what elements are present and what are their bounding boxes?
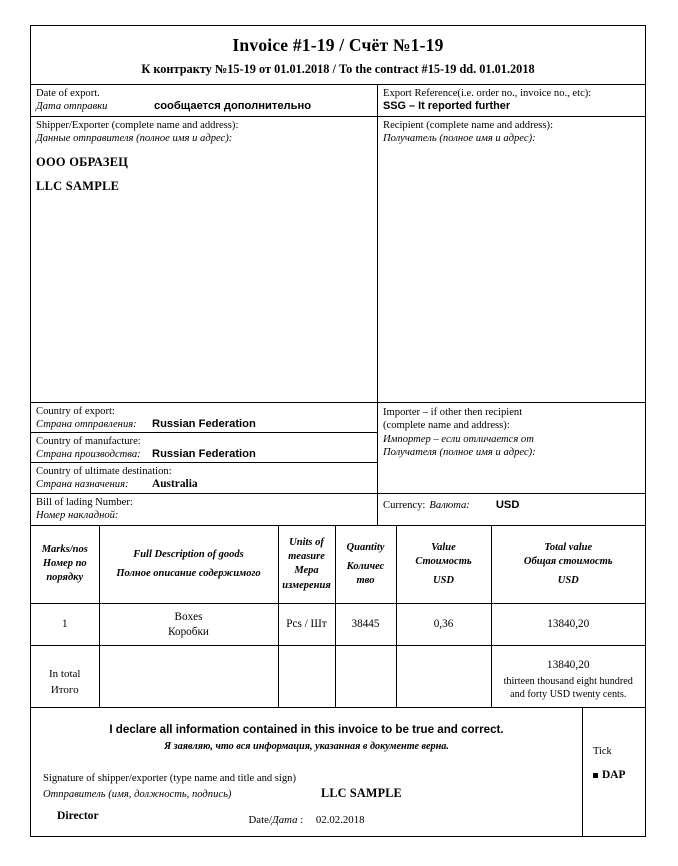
country-of-export-value: Russian Federation (152, 418, 256, 431)
invoice-title: Invoice #1-19 / Счёт №1-19 (232, 35, 444, 55)
signature-title: Director (57, 808, 99, 822)
header-value-unit: USD (432, 574, 454, 586)
importer-label-en-2: (complete name and address): (383, 420, 510, 432)
country-of-manufacture-label-en: Country of manufacture: (36, 435, 141, 447)
cell-quantity: 38445 (335, 604, 396, 646)
header-quantity-en: Quantity (346, 541, 385, 553)
header-units-en-1: Units of (289, 537, 324, 549)
signature-label-en: Signature of shipper/exporter (type name and title and sign) (43, 773, 296, 785)
header-marks-en: Marks/nos (41, 544, 88, 556)
header-description-ru: Полное описание содержимого (116, 567, 261, 579)
tick-option-dap[interactable] (593, 769, 645, 781)
declaration-text-ru: Я заявляю, что вся информация, указанная в документе верна. (164, 741, 449, 753)
bill-of-lading-label-ru: Номер накладной: (36, 510, 119, 522)
total-amount-words-1: thirteen thousand eight hundred (503, 676, 633, 688)
goods-table (31, 526, 645, 709)
date-footer-separator: : (300, 814, 304, 826)
shipper-name-ru: ООО ОБРАЗЕЦ (36, 154, 129, 169)
table-total-row (31, 646, 645, 708)
header-description-en: Full Description of goods (133, 548, 244, 560)
total-amount-words-2: and forty USD twenty cents. (510, 689, 627, 701)
cell-marks: 1 (31, 604, 99, 646)
cell-units: Pcs / Шт (278, 604, 335, 646)
header-units (278, 526, 335, 604)
title-block (31, 26, 645, 85)
date-of-export-label-en: Date of export. (36, 87, 100, 99)
export-reference-cell (378, 85, 645, 117)
total-description-cell (99, 646, 278, 708)
cell-description-en: Boxes (174, 610, 203, 623)
shipper-label-ru: Данные отправителя (полное имя и адрес): (36, 133, 233, 145)
declaration-main (31, 708, 583, 836)
total-label-cell (31, 646, 99, 708)
signature-company: LLC SAMPLE (321, 786, 402, 801)
total-label-ru: Итого (50, 683, 79, 696)
date-footer-label-ru: Дата (271, 814, 298, 826)
declaration-section (31, 708, 645, 836)
country-of-destination-value: Australia (152, 478, 198, 491)
header-marks-ru-1: Номер по (42, 558, 87, 570)
shipper-cell (31, 117, 377, 402)
importer-label-ru-2: Получателя (полное имя и адрес): (383, 447, 536, 459)
header-units-en-2: measure (288, 551, 325, 563)
date-of-export-value: сообщается дополнительно (154, 100, 312, 113)
total-quantity-cell (335, 646, 396, 708)
country-of-destination-label-ru: Страна назначения: (36, 479, 129, 491)
tick-column (583, 708, 645, 836)
shipper-label-en: Shipper/Exporter (complete name and address): (36, 119, 239, 131)
country-of-export-label-en: Country of export: (36, 405, 115, 417)
export-reference-value: SSG – It reported further (383, 100, 511, 113)
header-units-ru-1: Мера (294, 565, 319, 577)
parties-right-column (378, 85, 645, 402)
recipient-label-ru: Получатель (полное имя и адрес): (383, 133, 536, 145)
currency-label-en: Currency: (383, 499, 426, 511)
parties-section (31, 85, 645, 403)
country-of-manufacture-label-ru: Страна производства: (36, 449, 141, 461)
country-of-export-label-ru: Страна отправления: (36, 419, 137, 431)
date-of-export-label-ru: Дата отправки (36, 101, 108, 113)
country-of-export-cell (31, 403, 377, 433)
header-quantity-ru-1: Количес (346, 560, 385, 572)
cell-value: 0,36 (396, 604, 491, 646)
country-of-manufacture-value: Russian Federation (152, 448, 256, 461)
export-reference-label: Export Reference(i.e. order no., invoice no., etc): (383, 87, 592, 99)
date-of-export-cell (31, 85, 377, 117)
tick-label: Tick (593, 746, 612, 758)
cell-description (99, 604, 278, 646)
recipient-label-en: Recipient (complete name and address): (383, 119, 554, 131)
parties-left-column (31, 85, 378, 402)
importer-cell (378, 403, 645, 493)
header-value-en: Value (431, 541, 456, 553)
header-total-value-unit: USD (557, 574, 579, 586)
bill-of-lading-cell (31, 494, 378, 525)
country-of-destination-cell (31, 463, 377, 493)
countries-section (31, 403, 645, 494)
recipient-cell (378, 117, 645, 402)
country-of-destination-label-en: Country of ultimate destination: (36, 465, 172, 477)
header-total-value-en: Total value (544, 541, 593, 553)
date-footer-label-en: Date/ (248, 814, 272, 826)
bill-of-lading-label-en: Bill of lading Number: (36, 496, 133, 508)
shipper-name-en: LLC SAMPLE (36, 178, 120, 193)
country-of-manufacture-cell (31, 433, 377, 463)
currency-label-ru: Валюта: (429, 499, 470, 511)
header-marks-ru-2: порядку (46, 572, 84, 584)
invoice-subtitle: К контракту №15-19 от 01.01.2018 / To the contract #15-19 dd. 01.01.2018 (141, 61, 535, 76)
importer-label-en-1: Importer – if other then recipient (383, 406, 523, 418)
total-amount-cell (491, 646, 645, 708)
cell-total-value: 13840,20 (491, 604, 645, 646)
header-marks (31, 526, 99, 604)
total-label-en: In total (49, 668, 81, 681)
date-footer (31, 814, 582, 826)
header-total-value-ru: Общая стоимость (523, 555, 613, 567)
goods-table-header-row (31, 526, 645, 604)
currency-cell (378, 494, 645, 525)
header-quantity (335, 526, 396, 604)
header-description (99, 526, 278, 604)
total-value-cell (396, 646, 491, 708)
total-amount: 13840,20 (546, 658, 590, 671)
declaration-text-en: I declare all information contained in this invoice to be true and correct. (109, 723, 504, 737)
header-value-ru: Стоимость (415, 555, 472, 567)
cell-description-ru: Коробки (168, 625, 209, 638)
bill-of-lading-section (31, 494, 645, 526)
currency-value: USD (495, 498, 520, 511)
date-footer-value: 02.02.2018 (315, 814, 365, 826)
header-units-ru-2: измерения (282, 579, 331, 591)
invoice-document (30, 25, 646, 837)
table-row (31, 604, 645, 646)
signature-label-ru: Отправитель (имя, должность, подпись) (43, 789, 232, 801)
header-value (396, 526, 491, 604)
importer-label-ru-1: Импортер – если отличается от (383, 433, 534, 445)
total-units-cell (278, 646, 335, 708)
header-quantity-ru-2: тво (356, 574, 375, 586)
tick-option-label: DAP (602, 769, 626, 782)
countries-left-column (31, 403, 378, 493)
checkbox-icon[interactable] (593, 773, 598, 778)
header-total-value (491, 526, 645, 604)
